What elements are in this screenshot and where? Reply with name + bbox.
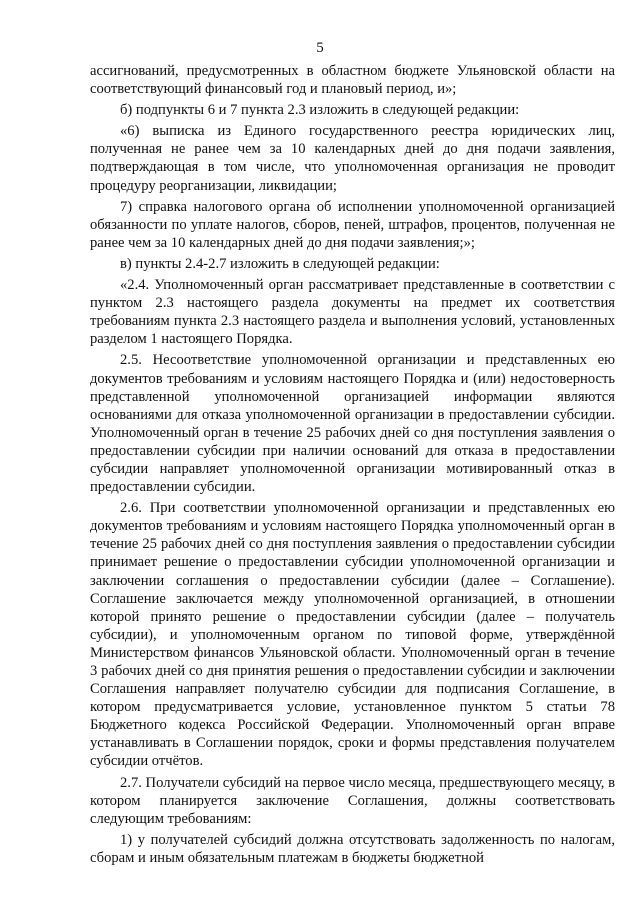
paragraph-subitem-6: «6) выписка из Единого государственного реестра юридических лиц, полученная не ранее чем за 10 календарных дней до дня подачи заявления, подтверждающая в том числе, что уполномоченная организация не проводит процедуру реорганизации, ликвидации; <box>90 123 615 194</box>
paragraph-subitem-v: в) пункты 2.4-2.7 изложить в следующей редакции: <box>120 255 440 272</box>
paragraph-continuation: ассигнований, предусмотренных в областном бюджете Ульяновской области на соответствующий финансовый год и плановый период, и»; <box>90 63 615 98</box>
paragraph-clause-2-5: 2.5. Несоответствие уполномоченной организации и представленных ею документов требованиям и условиям настоящего Порядка и (или) недостоверность представленной уполномоченной организацией информации являются основаниями для отказа уполномоченной организации в предоставлении субсидии. Уполномоченный орган в течение 25 рабочих дней со дня поступления заявления о предоставлении субсидии при наличии оснований для отказа в предоставлении субсидии направляет уполномоченной организации мотивированный отказ в предоставлении субсидии. <box>90 352 615 496</box>
paragraph-clause-2-6: 2.6. При соответствии уполномоченной организации и представленных ею документов требованиям и условиям настоящего Порядка уполномоченный орган в течение 25 рабочих дней со дня поступления заявления о предоставлении субсидии принимает решение о предоставлении субсидии уполномоченной организации и заключении соглашения о предоставлении субсидии (далее – Соглашение). Соглашение заключается между уполномоченной организацией, в отношении которой принято решение о предоставлении субсидии (далее – получатель субсидии), и уполномоченным органом по типовой форме, утверждённой Министерством финансов Ульяновской области. Уполномоченный орган в течение 3 рабочих дней со дня принятия решения о предоставлении субсидии и заключении Соглашения направляет получателю субсидии для подписания Соглашение, в котором предусматривается условие, установленное пунктом 5 статьи 78 Бюджетного кодекса Российской Федерации. Уполномоченный орган вправе устанавливать в Соглашении порядок, сроки и формы представления получателем субсидии отчётов. <box>90 500 615 770</box>
paragraph-requirement-1: 1) у получателей субсидий должна отсутствовать задолженность по налогам, сборам и иным обязательным платежам в бюджеты бюджетной <box>90 831 615 866</box>
paragraph-subitem-7: 7) справка налогового органа об исполнении уполномоченной организацией обязанности по уплате налогов, сборов, пеней, штрафов, процентов, полученная не ранее чем за 10 календарных дней до дня подачи заявления;»; <box>90 198 615 251</box>
page-number: 5 <box>316 40 324 56</box>
document-body <box>90 62 615 867</box>
paragraph-clause-2-4: «2.4. Уполномоченный орган рассматривает представленные в соответствии с пунктом 2.3 настоящего раздела документы на предмет их соответствия требованиям пункта 2.3 настоящего раздела и выполнения условий, установленных разделом 1 настоящего Порядка. <box>90 277 615 348</box>
paragraph-subitem-b: б) подпункты 6 и 7 пункта 2.3 изложить в следующей редакции: <box>120 102 520 119</box>
paragraph-clause-2-7: 2.7. Получатели субсидий на первое число месяца, предшествующего месяцу, в котором планируется заключение Соглашения, должны соответствовать следующим требованиям: <box>90 774 615 827</box>
